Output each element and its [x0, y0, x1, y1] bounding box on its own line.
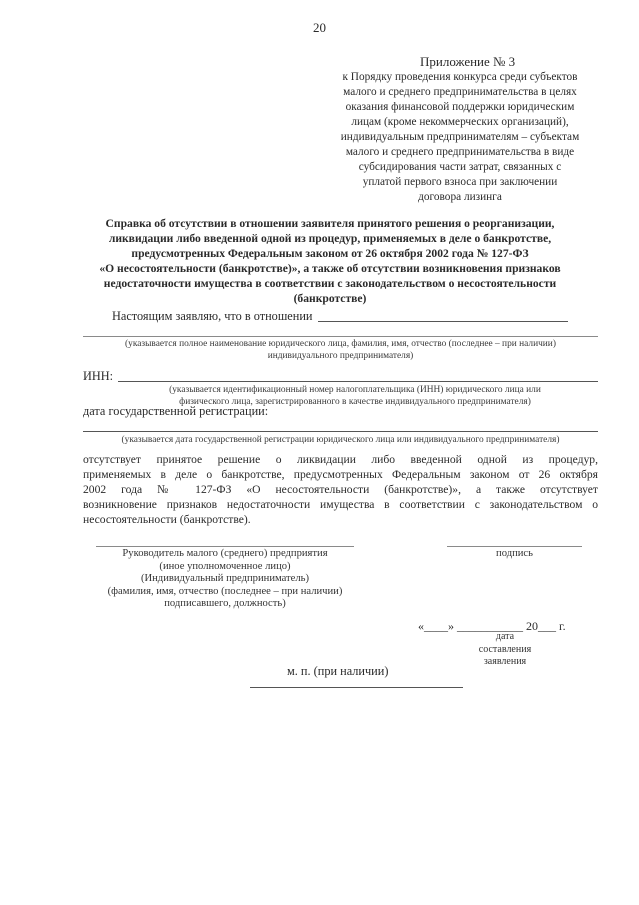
title-line: Справка об отсутствии в отношении заявителя принятого решения о реорганизации, [105, 217, 555, 230]
hint-line: индивидуального предпринимателя) [267, 351, 414, 361]
document-title [60, 216, 600, 306]
title-line: недостаточности имущества в соответствии с законодательством о несостоятельности [103, 277, 557, 290]
declaration-text: Настоящим заявляю, что в отношении [112, 309, 313, 323]
appendix-title: Приложение № 3 [420, 54, 516, 69]
signer-line: (иное уполномоченное лицо) [159, 560, 291, 572]
page-number: 20 [313, 20, 326, 35]
signer-field[interactable] [96, 546, 354, 547]
hint-line: физического лица, зарегистрированного в качестве индивидуального предпринимателя) [179, 397, 531, 407]
org-name-field[interactable] [318, 321, 568, 322]
reg-date-field[interactable] [83, 431, 598, 432]
appendix-line: лицам (кроме некоммерческих организаций), [351, 116, 569, 128]
signer-line: подписавшего, должность) [164, 598, 286, 609]
statement-line: несостоятельности (банкротстве). [83, 513, 251, 526]
signature-label: подпись [496, 548, 533, 559]
reg-date-label: дата государственной регистрации: [83, 404, 269, 418]
appendix-line: малого и среднего предпринимательства в виде [345, 146, 575, 158]
signer-caption [96, 548, 354, 611]
stamp-line [250, 687, 463, 688]
date-caption [460, 631, 550, 669]
reg-date-hint [83, 434, 598, 446]
hint-line: (указывается идентификационный номер налогоплательщика (ИНН) юридического лица или [169, 385, 541, 395]
appendix-line: индивидуальным предпринимателям – субъектам [340, 131, 580, 143]
hint-line: (указывается полное наименование юридического лица, фамилия, имя, отчество (последнее – при наличии) [125, 339, 556, 349]
title-line: предусмотренных Федеральным законом от 26 октября 2002 года № 127-ФЗ [131, 247, 529, 260]
org-name-field-line[interactable] [83, 336, 598, 337]
inn-label: ИНН: [83, 369, 114, 383]
inn-field[interactable] [118, 381, 598, 382]
signature-field[interactable] [447, 546, 582, 547]
stamp-label: м. п. (при наличии) [287, 664, 389, 678]
appendix-line: уплатой первого взноса при заключении [362, 176, 558, 188]
statement-line: применяемых в деле о банкротстве, предусмотренных Федеральным законом от 26 октября [83, 468, 598, 481]
appendix-line: малого и среднего предпринимательства в целях [343, 86, 577, 98]
org-name-hint [83, 338, 598, 362]
title-line: ликвидации либо введенной одной из процедур, применяемых в деле о банкротстве, [108, 232, 552, 245]
appendix-line: договора лизинга [418, 191, 502, 203]
statement-line: 2002 года № 127-ФЗ «О несостоятельности (банкротстве)», а также отсутствует [83, 483, 598, 496]
date-caption-line: заявления [483, 656, 527, 667]
appendix-line: к Порядку проведения конкурса среди субъектов [342, 71, 578, 83]
date-row[interactable]: «____» ___________ 20___ г. [418, 619, 566, 633]
title-line: (банкротстве) [293, 292, 367, 305]
title-line: «О несостоятельности (банкротстве)», а также об отсутствии возникновения признаков [99, 262, 561, 275]
signer-line: (фамилия, имя, отчество (последнее – при наличии) [107, 585, 343, 597]
signer-line: Руководитель малого (среднего) предприятия [122, 548, 328, 559]
appendix-line: субсидирования части затрат, связанных с [358, 161, 562, 173]
statement-paragraph [83, 452, 598, 527]
appendix-line: оказания финансовой поддержки юридическим [345, 101, 575, 113]
date-caption-line: дата [495, 631, 515, 642]
appendix-description [305, 70, 615, 205]
hint-line: (указывается дата государственной регистрации юридического лица или индивидуального предпринимателя) [121, 435, 560, 445]
statement-line: отсутствует принятое решение о ликвидации либо введенной одной из процедур, [83, 453, 598, 466]
statement-line: возникновение признаков недостаточности имущества в соответствии с законодательством о [83, 498, 598, 511]
signer-line: (Индивидуальный предприниматель) [140, 573, 310, 584]
date-caption-line: составления [478, 643, 532, 655]
